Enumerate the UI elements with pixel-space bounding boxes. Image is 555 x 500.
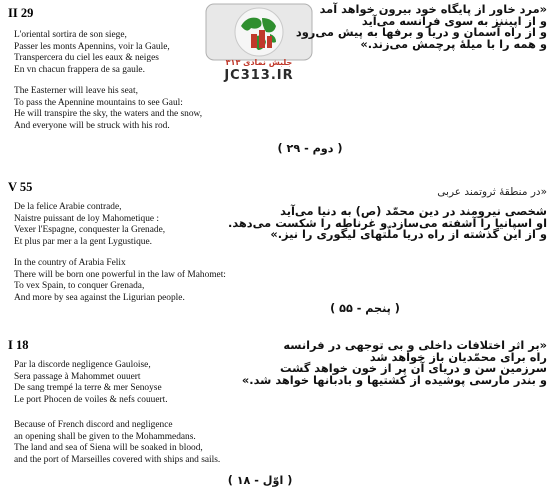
quatrain-caption: ( دوم - ۲۹ ) xyxy=(277,142,343,155)
verse-line: Le port Phocen de voiles & nefs couuert. xyxy=(14,394,168,405)
verse-line: و همه را با میلهٔ پرچمش می‌زند.» xyxy=(360,36,547,51)
verse-line: L'oriental sortira de son siege, xyxy=(14,30,127,40)
verse-line: an opening shall be given to the Mohammedans. xyxy=(14,431,196,442)
verse-line: Because of French discord and negligence xyxy=(14,420,173,430)
english-verse xyxy=(14,258,269,304)
english-verse xyxy=(14,420,269,466)
quatrain-caption: ( اوّل - ۱۸ ) xyxy=(227,474,293,487)
verse-line: Naistre puissant de loy Mahometique : xyxy=(14,213,160,224)
persian-verse xyxy=(247,4,547,50)
verse-line: Vexer l'Espagne, conquester la Grenade, xyxy=(14,225,166,236)
verse-line: Transpercera du ciel les eaux & neiges xyxy=(14,53,159,64)
verse-line: Par la discorde negligence Gauloise, xyxy=(14,360,151,370)
verse-line: and the port of Marseilles covered with ships and sails. xyxy=(14,454,221,465)
logo-site-name: JC313.IR xyxy=(224,68,294,83)
verse-line: En vn chacun frappera de sa gaule. xyxy=(14,64,145,75)
persian-heading: «در منطقهٔ ثروتمند عربی xyxy=(437,186,547,198)
quatrain-reference: V 55 xyxy=(8,180,33,194)
verse-line: و بندر مارسی پوشیده از کشتیها و بادبانها خواهد شد.» xyxy=(241,372,547,387)
verse-line: شخصی نیرومند در دین محمّد (ص) به دنیا می‌آید xyxy=(280,204,547,218)
verse-line: De sang trempé la terre & mer Senoyse xyxy=(14,383,162,394)
verse-line: او اسپانیا را آشفته می‌سازد و غرناطه را شکست می‌دهد. xyxy=(228,215,547,230)
persian-verse xyxy=(241,338,547,387)
verse-line: De la felice Arabie contrade, xyxy=(14,202,122,212)
verse-line: «بر اثر اختلافات داخلی و بی توجهی در فرانسه xyxy=(283,338,547,352)
verse-line: Et plus par mer a la gent Lygustique. xyxy=(14,236,152,247)
verse-line: راه برای محمّدیان باز خواهد شد xyxy=(369,349,547,364)
verse-line: سرزمین سن و دریای آن پر از خون خواهد گشت xyxy=(280,361,547,376)
french-verse xyxy=(14,30,269,76)
verse-line: The Easterner will leave his seat, xyxy=(14,86,138,96)
verse-line: There will be born one powerful in the law of Mahomet: xyxy=(14,269,226,280)
quatrain-caption: ( پنجم - ۵۵ ) xyxy=(330,302,400,315)
verse-line: Passer les monts Apennins, voir la Gaule, xyxy=(14,41,170,52)
quatrain-reference: I 18 xyxy=(8,338,29,352)
french-verse xyxy=(14,360,269,406)
verse-line: To vex Spain, to conquer Grenada, xyxy=(14,281,145,292)
verse-line: To pass the Apennine mountains to see Gaul: xyxy=(14,97,183,108)
verse-line: And more by sea against the Ligurian people. xyxy=(14,292,185,303)
verse-line: «مرد خاور از پایگاه خود بیرون خواهد آمد xyxy=(319,2,547,16)
verse-line: He will transpire the sky, the waters and the snow, xyxy=(14,109,203,120)
verse-line: The land and sea of Siena will be soaked in blood, xyxy=(14,443,203,454)
verse-line: و از اپیننز به سوی فرانسه می‌آید xyxy=(361,13,547,28)
persian-verse xyxy=(228,204,547,242)
quatrain-reference: II 29 xyxy=(8,6,34,20)
verse-line: And everyone will be struck with his rod. xyxy=(14,120,170,131)
verse-line: In the country of Arabia Felix xyxy=(14,258,126,268)
verse-line: Sera passage à Mahommet ouuert xyxy=(14,371,141,382)
verse-line: و از راه آسمان و دریا و برفها به پیش می‌رود xyxy=(295,25,547,40)
logo-subtitle: جلبش نمادی ۳۱۳ xyxy=(225,58,293,67)
english-verse xyxy=(14,86,269,132)
verse-line: و از این گذشته از راه دریا ملّتهای لیگوری را نیز.» xyxy=(270,227,547,242)
